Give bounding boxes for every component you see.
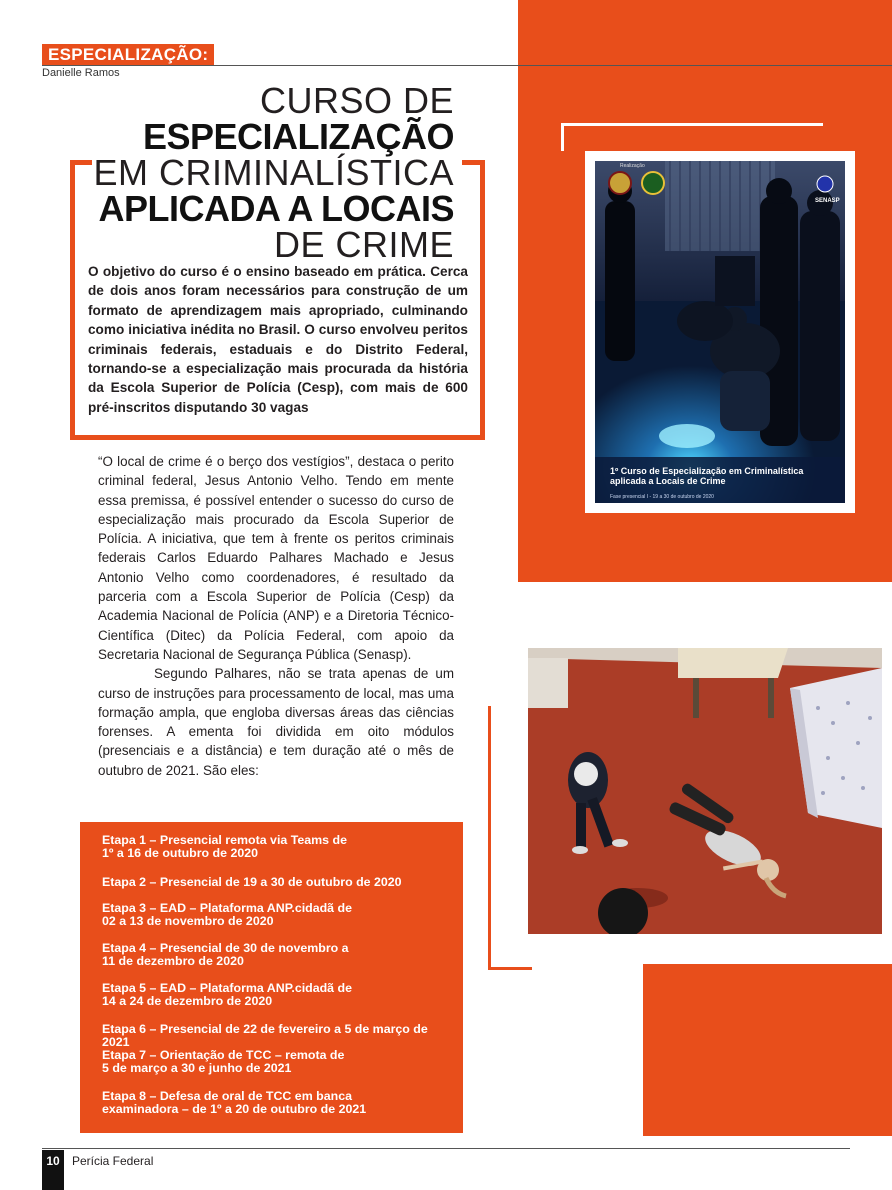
magazine-name: Perícia Federal — [72, 1154, 154, 1168]
page-number: 10 — [46, 1154, 60, 1168]
simulated-crime-scene-photo — [528, 648, 882, 934]
photo1-caption-sub: Fase presencial I - 19 a 30 de outubro de 2020 — [610, 494, 714, 500]
photo1-bracket-left — [561, 123, 564, 151]
bracket-right-vertical — [480, 160, 485, 440]
title-line-2: ESPECIALIZAÇÃO — [142, 116, 454, 157]
simulated-crime-scene-image — [528, 648, 882, 934]
orange-band-bottom — [643, 964, 892, 1136]
stage-item: Etapa 8 – Defesa de oral de TCC em banca examinadora – de 1º a 20 de outubro de 2021 — [102, 1089, 367, 1116]
bracket-left-top — [70, 160, 92, 165]
footer-rule — [42, 1148, 850, 1149]
photo2-bracket-bottom — [488, 967, 532, 970]
stages-box — [80, 822, 463, 1133]
stage-item: Etapa 4 – Presencial de 30 de novembro a 11 de dezembro de 2020 — [102, 941, 349, 968]
author-name: Danielle Ramos — [42, 67, 120, 79]
photo1-senasp-label: SENASP — [815, 198, 840, 204]
header-rule — [42, 65, 892, 66]
bracket-bottom — [70, 435, 485, 440]
stage-item: Etapa 1 – Presencial remota via Teams de 1º a 16 de outubro de 2020 — [102, 833, 347, 860]
photo1-realizacao-label: Realização — [620, 163, 645, 169]
photo1-caption: 1º Curso de Especialização em Criminalística aplicada a Locais de Crime — [610, 466, 804, 486]
stage-item: Etapa 2 – Presencial de 19 a 30 de outubro de 2020 — [102, 875, 402, 889]
title-line-3: EM CRIMINALÍSTICA — [93, 152, 454, 193]
photo1-bracket-top — [561, 123, 823, 126]
crime-scene-training-image — [595, 161, 845, 503]
body-paragraph-1: “O local de crime é o berço dos vestígios”, destaca o perito criminal federal, Jesus Antonio Velho. Tendo em mente essa premissa, é possível entender o sucesso do curso de especialização mais procurado da Escola Superior de Polícia. A iniciativa, que tem à frente os peritos criminais federais Carlos Eduardo Palhares Machado e Jesus Antonio Velho como coordenadores, é resultado da parceria com a Escola Superior de Polícia (Cesp) da Academia Nacional de Polícia (ANP) e a Diretoria Técnico-Científica (Ditec) da Polícia Federal, com apoio da Secretaria Nacional de Segurança Pública (Senasp). — [98, 454, 454, 662]
title-line-5: DE CRIME — [273, 224, 454, 265]
stage-item: Etapa 7 – Orientação de TCC – remota de 5 de março a 30 e junho de 2021 — [102, 1048, 345, 1075]
bracket-right-top — [462, 160, 485, 165]
bracket-left-vertical — [70, 160, 75, 440]
title-line-4: APLICADA A LOCAIS — [98, 188, 454, 229]
title-line-1: CURSO DE — [259, 80, 454, 121]
crime-scene-training-photo — [595, 161, 845, 503]
article-body — [98, 452, 454, 780]
stage-item: Etapa 3 – EAD – Plataforma ANP.cidadã de 02 a 13 de novembro de 2020 — [102, 901, 352, 928]
photo2-bracket-left — [488, 706, 491, 970]
body-paragraph-2: Segundo Palhares, não se trata apenas de um curso de instruções para processamento de local, mas uma formação ampla, que engloba diversas áreas das ciências forenses. A ementa foi dividida em oito módulos (presenciais e a distância) e tem duração até o mês de outubro de 2021. São eles: — [98, 666, 454, 778]
lead-paragraph: O objetivo do curso é o ensino baseado em prática. Cerca de dois anos foram necessários para construção de um formato de aprendizagem mais apropriado, culminando como iniciativa inédita no Brasil. O curso envolveu peritos criminais federais, estaduais e do Distrito Federal, tornando-se a especialização mais procurada da história da Escola Superior de Polícia (Cesp), com mais de 600 pré-inscritos disputando 30 vagas — [88, 264, 468, 415]
stage-item: Etapa 5 – EAD – Plataforma ANP.cidadã de 14 a 24 de dezembro de 2020 — [102, 981, 352, 1008]
section-tag: ESPECIALIZAÇÃO: — [42, 44, 214, 65]
stage-item: Etapa 6 – Presencial de 22 de fevereiro a 5 de março de 2021 — [102, 1022, 428, 1049]
